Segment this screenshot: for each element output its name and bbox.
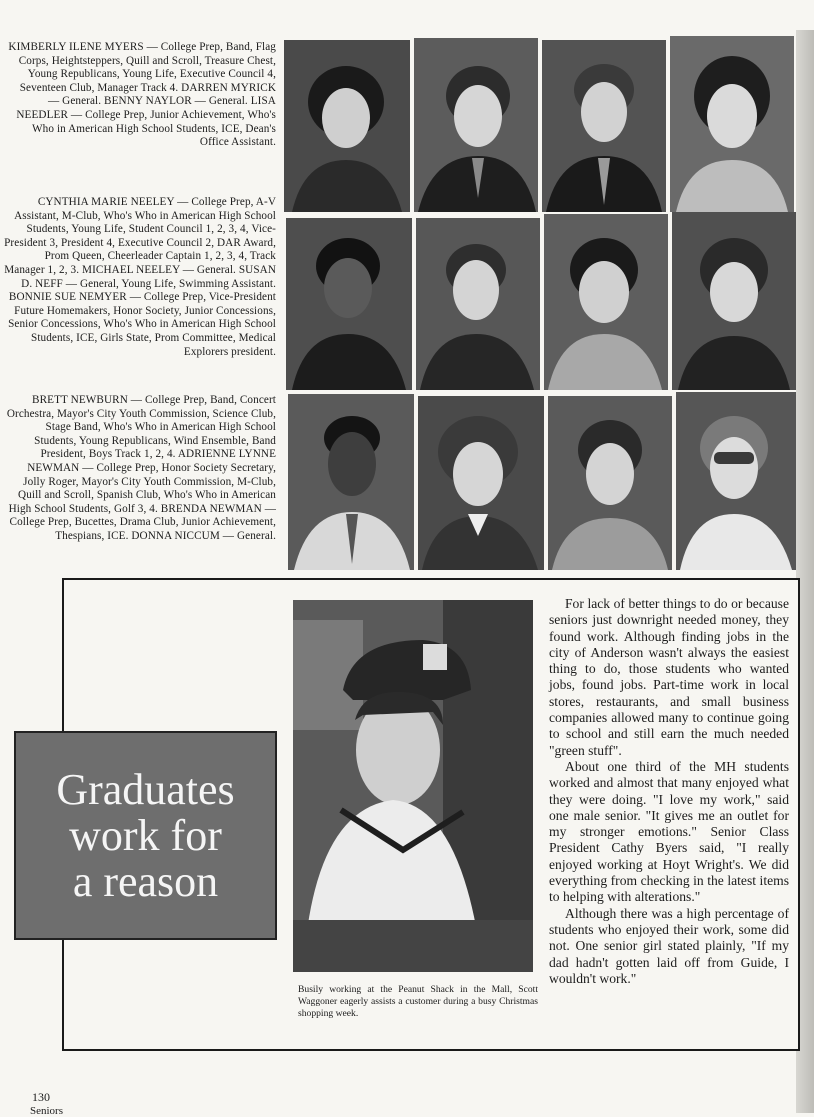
portrait-photo	[548, 396, 672, 570]
portrait-photo	[676, 392, 796, 570]
headline-line-1: Graduates	[56, 764, 235, 814]
portrait-photo	[670, 36, 794, 212]
portrait-photo	[288, 394, 414, 570]
page-number: 130	[32, 1090, 50, 1104]
headline-line-2: work for	[69, 810, 222, 860]
article-paragraph: Although there was a high percentage of students who enjoyed their work, some did not. One senior girl stated plainly, "If my dad hadn't gotten laid off from Guide, I wouldn't work."	[549, 905, 789, 986]
portrait-photo	[672, 212, 796, 390]
headline-line-3: a reason	[72, 856, 219, 906]
photo-caption: Busily working at the Peanut Shack in the Mall, Scott Waggoner eagerly assists a customer during a busy Christmas shopping week.	[298, 984, 538, 1020]
article-paragraph: About one third of the MH students worked and almost that many enjoyed what they were doing. "I love my work," said one male senior. "It gives me an outlet for my stronger emotions." Senior Class President Cathy Byers said, "I really enjoyed working at Hoyt Wright's. We did everything from checking in the latest items to helping with alterations."	[549, 758, 789, 905]
portrait-photo	[416, 218, 540, 390]
bio-block-row-1: KIMBERLY ILENE MYERS — College Prep, Band, Flag Corps, Heightsteppers, Quill and Scroll, Treasure Chest, Young Republicans, Young Life, Executive Council 4, Seventeen Club, Manager Track 4. DARREN MYRICK — General. BENNY NAYLOR — General. LISA NEEDLER — College Prep, Junior Achievement, Who's Who in American High School Students, ICE, Dean's Office Assistant.	[8, 41, 276, 149]
bio-block-row-2: CYNTHIA MARIE NEELEY — College Prep, A-V Assistant, M-Club, Who's Who in American High School Students, Young Life, Student Council 1, 2, 3, 4, Vice-President 3, President 4, Executive Council 2, DAR Award, Prom Queen, Cheerleader Captain 1, 2, 3, 4, Track Manager 1, 2, 3. MICHAEL NEELEY — General. SUSAN D. NEFF — General, Young Life, Swimming Assistant. BONNIE SUE NEMYER — College Prep, Vice-President Future Homemakers, Honor Society, Junior Concessions, Senior Concessions, Who's Who in American High School Students, ICE, Girls State, Prom Committee, Medical Explorers president.	[4, 196, 276, 358]
feature-headline-box	[14, 731, 277, 940]
worker-photo	[293, 600, 533, 972]
section-label: Seniors	[30, 1105, 63, 1117]
portrait-photo	[544, 214, 668, 390]
feature-article	[549, 596, 789, 987]
portrait-photo	[286, 218, 412, 390]
portrait-photo	[418, 396, 544, 570]
portrait-photo	[284, 40, 410, 212]
senior-portrait-grid	[284, 36, 796, 570]
bio-block-row-3: BRETT NEWBURN — College Prep, Band, Concert Orchestra, Mayor's City Youth Commission, Science Club, Stage Band, Who's Who in American High School Students, Young Republicans, Wind Ensemble, Band President, Boys Track 1, 2, 4. ADRIENNE LYNNE NEWMAN — College Prep, Honor Society Secretary, Jolly Roger, Mayor's City Youth Commission, M-Club, Quill and Scroll, Spanish Club, Who's Who in American High School Students, Golf 3, 4. BRENDA NEWMAN — College Prep, Bucettes, Drama Club, Junior Achievement, Thespians, ICE. DONNA NICCUM — General.	[6, 394, 276, 542]
article-paragraph: For lack of better things to do or because seniors just downright needed money, they found work. Although finding jobs in the city of Anderson wasn't always the easiest thing to do, those students who wanted jobs, found jobs. Part-time work in local stores, restaurants, and small business companies allowed many to continue going to school and still earn the much needed "green stuff".	[549, 596, 789, 758]
portrait-photo	[414, 38, 538, 212]
feature-headline	[56, 764, 235, 906]
portrait-photo	[542, 40, 666, 212]
